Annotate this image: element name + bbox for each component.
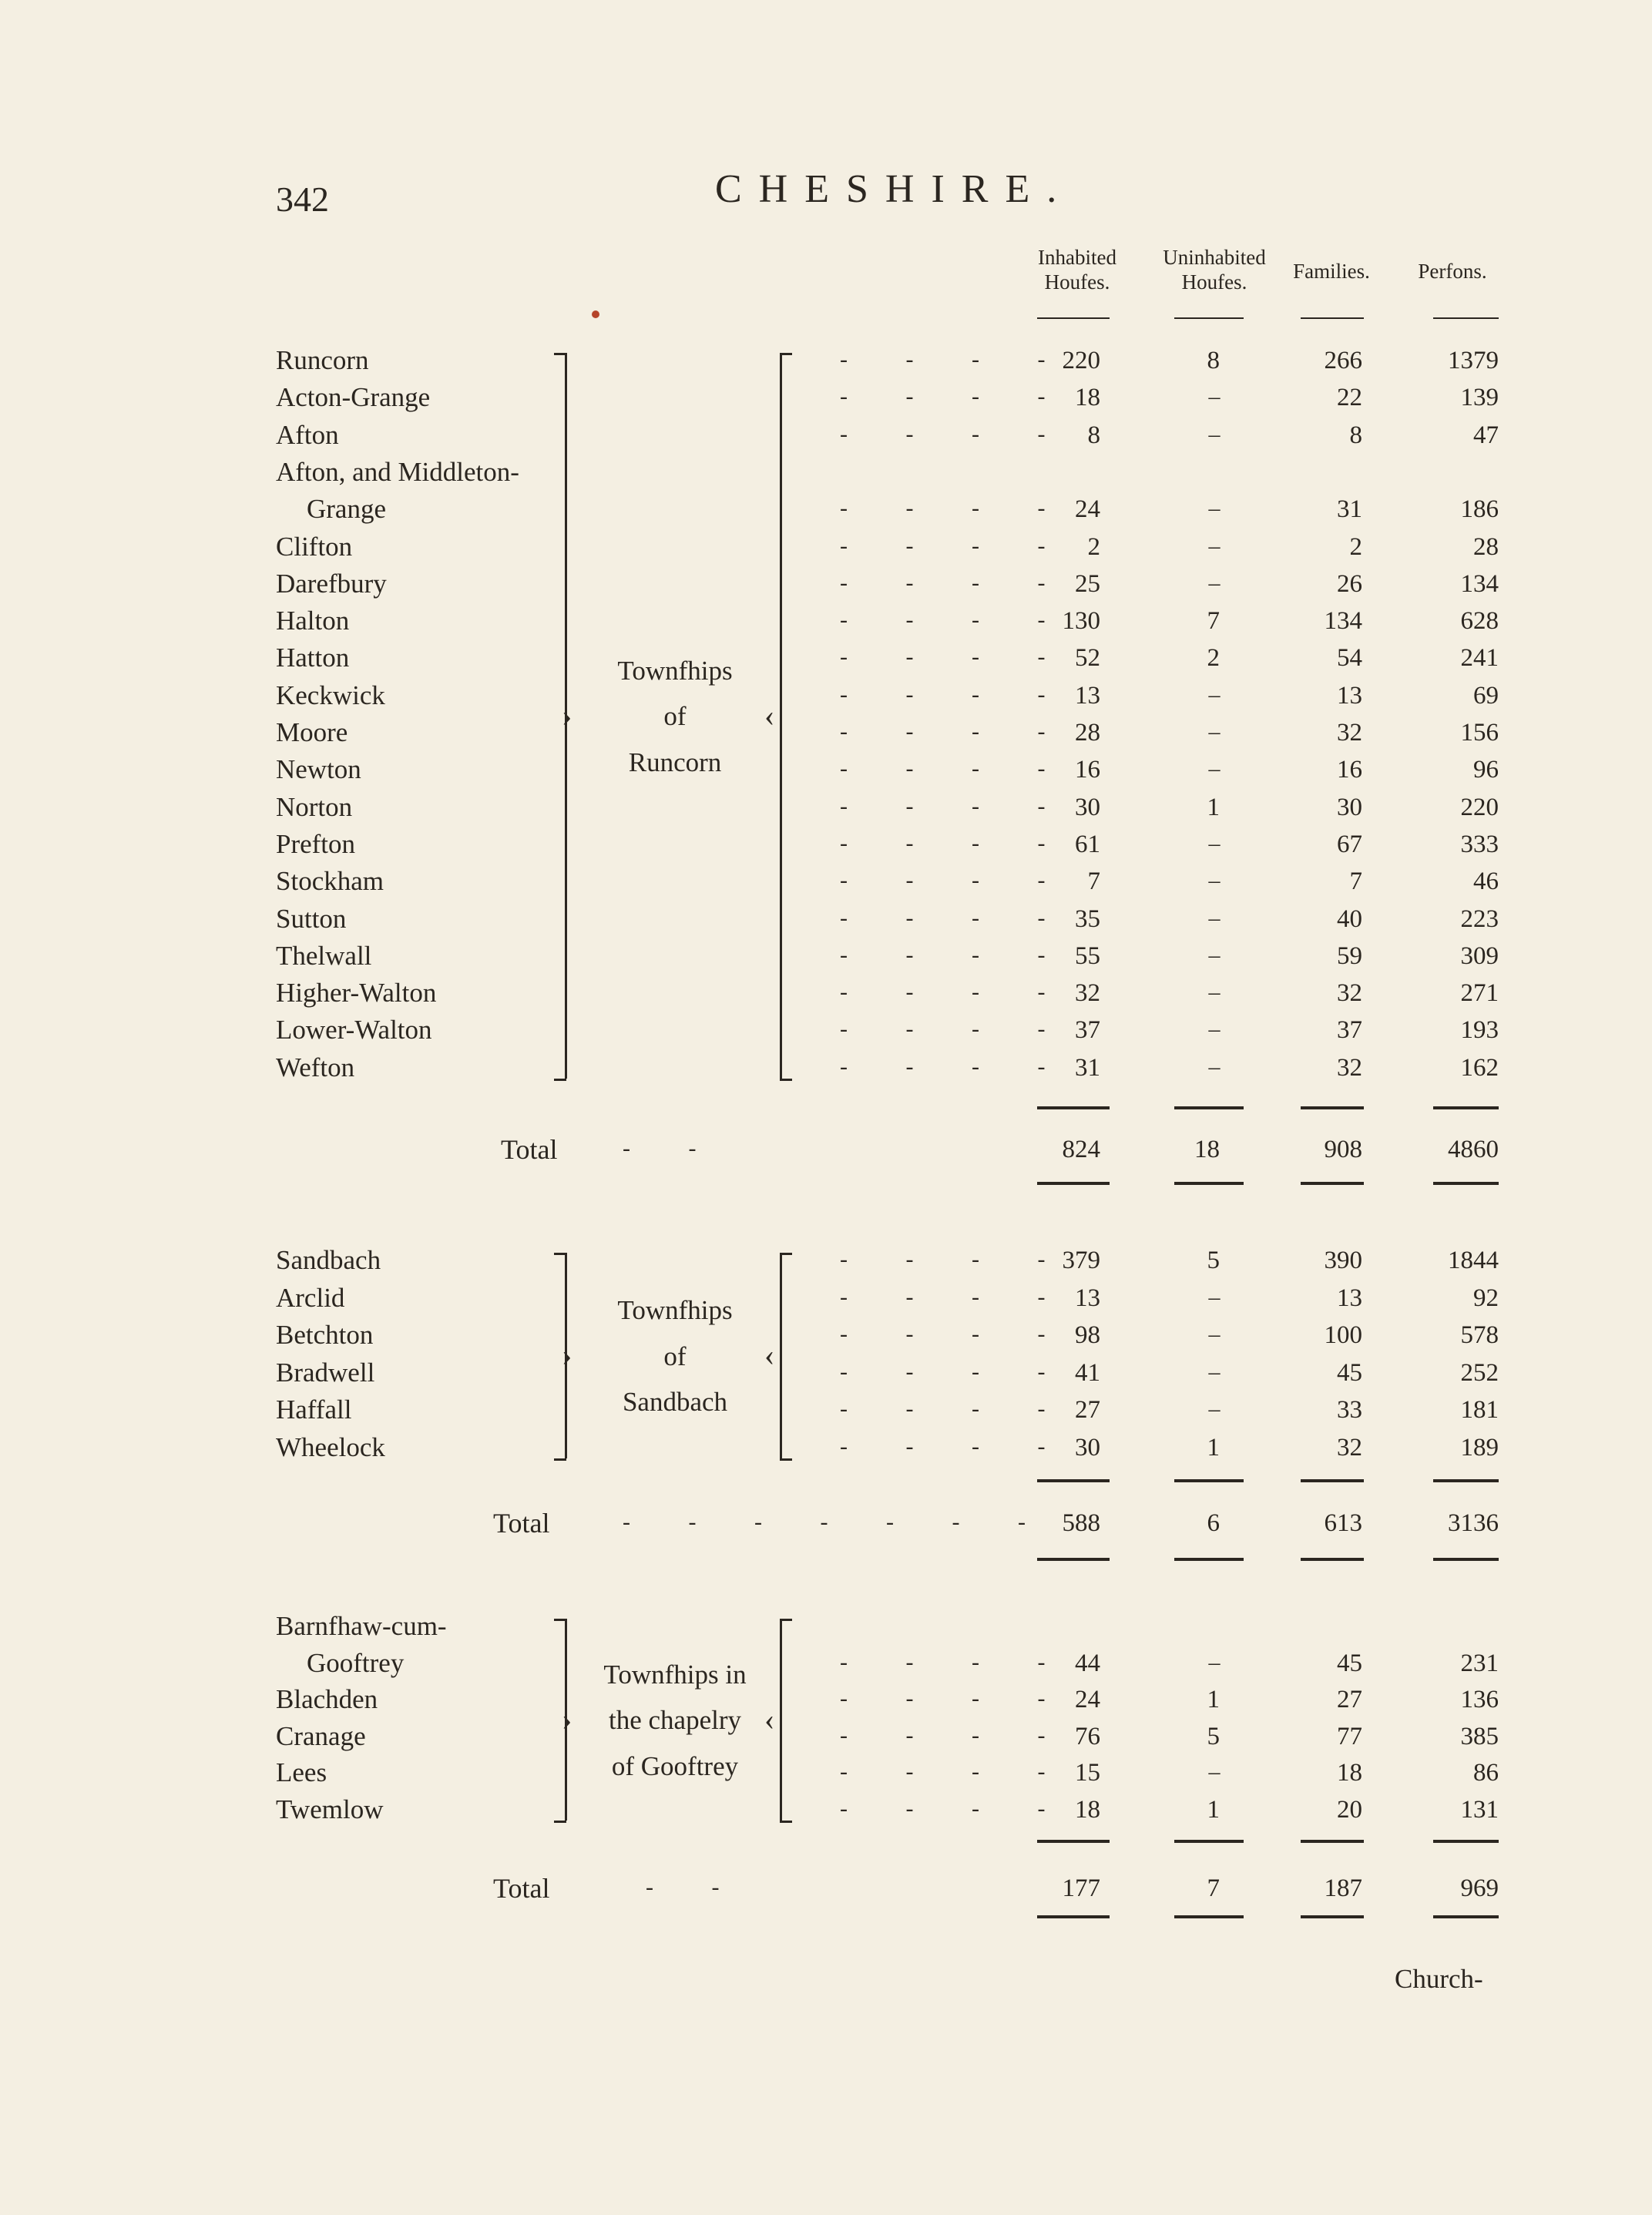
total-persons-value: 4860 [1448, 1136, 1499, 1163]
families-value: 27 [1337, 1686, 1362, 1713]
place-name: Hatton [276, 643, 350, 673]
sum-rule [1301, 1840, 1364, 1843]
right-brace-top [780, 1253, 792, 1255]
dot-leader: - - - - [840, 868, 1072, 894]
total-inhabited-value: 824 [1062, 1136, 1100, 1163]
right-brace-top [780, 353, 792, 355]
persons-value: 241 [1460, 644, 1499, 673]
total-underline [1174, 1558, 1244, 1561]
persons-value: 1379 [1448, 347, 1499, 374]
place-name: Gooftrey [307, 1647, 405, 1678]
inhabited-value: 8 [1087, 421, 1100, 449]
dot-leader: - - - - [840, 1358, 1072, 1384]
uninhabited-value: 5 [1207, 1247, 1220, 1274]
inhabited-value: 7 [1087, 868, 1100, 896]
sum-rule [1433, 1106, 1499, 1109]
families-value: 40 [1337, 904, 1362, 933]
persons-value: 271 [1460, 979, 1499, 1008]
sum-rule [1174, 1479, 1244, 1482]
left-brace-point: › [562, 1701, 572, 1737]
page-number: 342 [276, 180, 329, 219]
inhabited-value: 35 [1075, 904, 1100, 933]
left-brace-point: › [562, 697, 572, 733]
inhabited-value: 76 [1075, 1722, 1100, 1750]
persons-value: 46 [1473, 868, 1499, 896]
dot-leader: - - - - [840, 904, 1072, 931]
inhabited-value: 30 [1075, 1433, 1100, 1462]
empty-value-dash: – [1208, 1396, 1221, 1421]
dot-leader: - - - - [840, 719, 1072, 744]
empty-value-dash: – [1208, 941, 1221, 968]
families-value: 22 [1337, 384, 1362, 412]
empty-value-dash: – [1208, 904, 1221, 931]
persons-value: 333 [1460, 830, 1499, 858]
families-value: 67 [1337, 830, 1362, 858]
dot-leader: - - - - [840, 644, 1072, 670]
uninhabited-value: 8 [1207, 347, 1220, 374]
families-value: 37 [1337, 1016, 1362, 1045]
sum-rule [1174, 1106, 1244, 1109]
right-brace [780, 1253, 782, 1458]
group-label-line: Townfhips in [603, 1659, 747, 1690]
families-value: 13 [1337, 681, 1362, 710]
persons-value: 1844 [1448, 1247, 1499, 1274]
dot-leader: - - - - [840, 1795, 1072, 1821]
group-label-line: of [663, 1341, 687, 1371]
empty-value-dash: – [1208, 1016, 1221, 1042]
total-underline [1037, 1182, 1110, 1185]
left-brace-top [554, 1619, 566, 1621]
place-name: Lees [276, 1757, 327, 1787]
right-brace-bottom [780, 1821, 792, 1823]
inhabited-value: 25 [1075, 569, 1100, 598]
persons-value: 186 [1460, 495, 1499, 524]
place-name: Twemlow [276, 1794, 384, 1824]
place-name: Runcorn [276, 345, 369, 375]
place-name: Bradwell [276, 1357, 375, 1388]
total-underline [1037, 1558, 1110, 1561]
column-header-line1: Inhabited [1038, 246, 1116, 269]
total-dot-leader: - - [623, 1136, 723, 1161]
inhabited-value: 379 [1062, 1247, 1100, 1274]
uninhabited-value: 1 [1207, 1433, 1220, 1462]
total-underline [1174, 1182, 1244, 1185]
header-rule [1174, 317, 1244, 319]
persons-value: 193 [1460, 1016, 1499, 1045]
families-value: 100 [1324, 1321, 1362, 1349]
inhabited-value: 130 [1062, 607, 1100, 636]
inhabited-value: 61 [1075, 830, 1100, 858]
families-value: 390 [1324, 1247, 1362, 1274]
dot-leader: - - - - [840, 1247, 1072, 1272]
persons-value: 92 [1473, 1284, 1499, 1312]
families-value: 30 [1337, 793, 1362, 821]
place-name: Afton [276, 419, 339, 450]
empty-value-dash: – [1208, 830, 1221, 856]
inhabited-value: 44 [1075, 1649, 1100, 1677]
total-uninhabited-value: 18 [1194, 1136, 1220, 1163]
dot-leader: - - - - [840, 979, 1072, 1005]
inhabited-value: 220 [1062, 347, 1100, 374]
dot-leader: - - - - [840, 941, 1072, 968]
empty-value-dash: – [1208, 1759, 1221, 1784]
total-label: Total [493, 1873, 550, 1904]
total-families-value: 908 [1324, 1136, 1362, 1163]
group-label [583, 648, 767, 786]
empty-value-dash: – [1208, 1321, 1221, 1347]
place-name: Thelwall [276, 940, 372, 971]
group-label-line: the chapelry [609, 1705, 741, 1736]
empty-value-dash: – [1208, 495, 1221, 522]
families-value: 32 [1337, 1053, 1362, 1082]
left-brace-bottom [554, 1821, 566, 1823]
empty-value-dash: – [1208, 1284, 1221, 1310]
right-brace [780, 353, 782, 1079]
dot-leader: - - - - [840, 569, 1072, 596]
families-value: 45 [1337, 1358, 1362, 1387]
place-name: Blachden [276, 1684, 378, 1714]
dot-leader: - - - - [840, 607, 1072, 633]
families-value: 45 [1337, 1649, 1362, 1677]
total-underline [1301, 1915, 1364, 1918]
place-name: Betchton [276, 1320, 374, 1350]
inhabited-value: 30 [1075, 793, 1100, 821]
group-label-line: Runcorn [628, 747, 722, 777]
total-underline [1433, 1915, 1499, 1918]
right-brace-point: ‹ [764, 1701, 775, 1737]
right-brace-point: ‹ [764, 697, 775, 733]
persons-value: 47 [1473, 421, 1499, 449]
persons-value: 628 [1460, 607, 1499, 636]
persons-value: 252 [1460, 1358, 1499, 1387]
families-value: 18 [1337, 1759, 1362, 1787]
inhabited-value: 13 [1075, 681, 1100, 710]
place-name: Higher-Walton [276, 978, 437, 1008]
dot-leader: - - - - [840, 681, 1072, 707]
families-value: 16 [1337, 756, 1362, 784]
inhabited-value: 27 [1075, 1396, 1100, 1424]
uninhabited-value: 1 [1207, 1686, 1220, 1713]
total-persons-value: 969 [1460, 1874, 1499, 1902]
dot-leader: - - - - [840, 495, 1072, 522]
inhabited-value: 13 [1075, 1284, 1100, 1312]
column-header [1008, 245, 1147, 295]
header-rule [1037, 317, 1110, 319]
place-name: Moore [276, 717, 348, 747]
sum-rule [1037, 1106, 1110, 1109]
persons-value: 231 [1460, 1649, 1499, 1677]
dot-leader: - - - - [840, 421, 1072, 447]
persons-value: 223 [1460, 904, 1499, 933]
total-underline [1037, 1915, 1110, 1918]
left-brace-bottom [554, 1079, 566, 1081]
dot-leader: - - - - [840, 1759, 1072, 1784]
inhabited-value: 28 [1075, 719, 1100, 747]
total-dot-leader: - - [646, 1874, 746, 1900]
dot-leader: - - - - [840, 1686, 1072, 1711]
total-dot-leader: - - - - - - - [623, 1509, 1052, 1535]
total-families-value: 613 [1324, 1509, 1362, 1537]
sum-rule [1433, 1840, 1499, 1843]
persons-value: 181 [1460, 1396, 1499, 1424]
right-brace [780, 1619, 782, 1821]
place-name: Stockham [276, 866, 384, 897]
inhabited-value: 55 [1075, 941, 1100, 970]
families-value: 134 [1324, 607, 1362, 636]
persons-value: 189 [1460, 1433, 1499, 1462]
persons-value: 139 [1460, 384, 1499, 412]
right-brace-bottom [780, 1079, 792, 1081]
left-brace-top [554, 1253, 566, 1255]
dot-leader: - - - - [840, 1321, 1072, 1347]
empty-value-dash: – [1208, 719, 1221, 744]
dot-leader: - - - - [840, 1649, 1072, 1675]
total-underline [1174, 1915, 1244, 1918]
dot-leader: - - - - [840, 793, 1072, 819]
group-label [583, 1652, 767, 1790]
dot-leader: - - - - [840, 1284, 1072, 1310]
inhabited-value: 15 [1075, 1759, 1100, 1787]
place-name: Newton [276, 754, 361, 785]
total-inhabited-value: 588 [1062, 1509, 1100, 1537]
left-brace-point: › [562, 1337, 572, 1373]
place-name: Norton [276, 791, 353, 822]
total-underline [1301, 1182, 1364, 1185]
column-header-line2: Houfes. [1044, 270, 1110, 294]
persons-value: 156 [1460, 719, 1499, 747]
families-value: 32 [1337, 719, 1362, 747]
families-value: 8 [1349, 421, 1362, 449]
persons-value: 131 [1460, 1795, 1499, 1824]
left-brace-top [554, 353, 566, 355]
persons-value: 162 [1460, 1053, 1499, 1082]
place-name: Arclid [276, 1282, 345, 1313]
empty-value-dash: – [1208, 868, 1221, 894]
inhabited-value: 98 [1075, 1321, 1100, 1349]
families-value: 7 [1349, 868, 1362, 896]
column-header [1262, 259, 1401, 284]
total-uninhabited-value: 7 [1207, 1874, 1220, 1902]
sum-rule [1174, 1840, 1244, 1843]
families-value: 31 [1337, 495, 1362, 524]
header-rule [1433, 317, 1499, 319]
persons-value: 134 [1460, 569, 1499, 598]
persons-value: 385 [1460, 1722, 1499, 1750]
total-label: Total [493, 1508, 550, 1539]
sum-rule [1433, 1479, 1499, 1482]
persons-value: 136 [1460, 1686, 1499, 1713]
empty-value-dash: – [1208, 1358, 1221, 1384]
families-value: 13 [1337, 1284, 1362, 1312]
place-name: Afton, and Middleton- [276, 456, 519, 487]
families-value: 54 [1337, 644, 1362, 673]
inhabited-value: 24 [1075, 1686, 1100, 1713]
place-name: Clifton [276, 531, 353, 562]
dot-leader: - - - - [840, 532, 1072, 559]
uninhabited-value: 5 [1207, 1722, 1220, 1750]
group-label-line: Townfhips [617, 655, 733, 686]
total-underline [1433, 1558, 1499, 1561]
catchword: Church- [1395, 1964, 1483, 1994]
place-name: Acton-Grange [276, 382, 431, 413]
inhabited-value: 16 [1075, 756, 1100, 784]
right-brace-bottom [780, 1458, 792, 1461]
place-name: Grange [307, 494, 387, 525]
uninhabited-value: 7 [1207, 607, 1220, 636]
sum-rule [1037, 1840, 1110, 1843]
empty-value-dash: – [1208, 384, 1221, 410]
families-value: 26 [1337, 569, 1362, 598]
sum-rule [1037, 1479, 1110, 1482]
families-value: 59 [1337, 941, 1362, 970]
uninhabited-value: 1 [1207, 793, 1220, 821]
persons-value: 309 [1460, 941, 1499, 970]
sum-rule [1301, 1479, 1364, 1482]
persons-value: 578 [1460, 1321, 1499, 1349]
group-label-line: Townfhips [617, 1295, 733, 1326]
dot-leader: - - - - [840, 1396, 1072, 1421]
persons-value: 28 [1473, 532, 1499, 561]
place-name: Halton [276, 606, 350, 636]
inhabited-value: 24 [1075, 495, 1100, 524]
inhabited-value: 18 [1075, 1795, 1100, 1824]
inhabited-value: 18 [1075, 384, 1100, 412]
families-value: 20 [1337, 1795, 1362, 1824]
place-name: Sandbach [276, 1245, 381, 1275]
place-name: Wheelock [276, 1431, 385, 1462]
total-inhabited-value: 177 [1062, 1874, 1100, 1902]
families-value: 77 [1337, 1722, 1362, 1750]
right-brace-top [780, 1619, 792, 1621]
families-value: 2 [1349, 532, 1362, 561]
families-value: 32 [1337, 1433, 1362, 1462]
total-families-value: 187 [1324, 1874, 1362, 1902]
place-name: Wefton [276, 1052, 355, 1082]
families-value: 33 [1337, 1396, 1362, 1424]
inhabited-value: 32 [1075, 979, 1100, 1008]
persons-value: 86 [1473, 1759, 1499, 1787]
empty-value-dash: – [1208, 979, 1221, 1005]
place-name: Haffall [276, 1394, 352, 1425]
empty-value-dash: – [1208, 569, 1221, 596]
empty-value-dash: – [1208, 681, 1221, 707]
dot-leader: - - - - [840, 1016, 1072, 1042]
inhabited-value: 52 [1075, 644, 1100, 673]
total-underline [1301, 1558, 1364, 1561]
place-name: Cranage [276, 1720, 366, 1751]
column-header-line1: Families. [1293, 260, 1370, 283]
empty-value-dash: – [1208, 532, 1221, 559]
uninhabited-value: 1 [1207, 1795, 1220, 1824]
persons-value: 220 [1460, 793, 1499, 821]
column-header-line1: Perfons. [1418, 260, 1487, 283]
column-header-line1: Uninhabited [1163, 246, 1266, 269]
inhabited-value: 2 [1087, 532, 1100, 561]
place-name: Barnfhaw-cum- [276, 1611, 447, 1641]
group-label [583, 1287, 767, 1425]
empty-value-dash: – [1208, 756, 1221, 782]
place-name: Sutton [276, 903, 347, 934]
group-label-line: of [663, 701, 687, 732]
place-name: Darefbury [276, 568, 387, 599]
families-value: 32 [1337, 979, 1362, 1008]
total-persons-value: 3136 [1448, 1509, 1499, 1537]
place-name: Prefton [276, 828, 356, 859]
page-title: CHESHIRE. [715, 167, 1074, 211]
empty-value-dash: – [1208, 1649, 1221, 1675]
right-brace-point: ‹ [764, 1337, 775, 1373]
uninhabited-value: 2 [1207, 644, 1220, 673]
persons-value: 96 [1473, 756, 1499, 784]
dot-leader: - - - - [840, 830, 1072, 856]
dot-leader: - - - - [840, 1433, 1072, 1459]
dot-leader: - - - - [840, 756, 1072, 782]
ink-dot-ornament [592, 310, 599, 318]
total-label: Total [501, 1134, 558, 1165]
total-underline [1433, 1182, 1499, 1185]
dot-leader: - - - - [840, 1722, 1072, 1748]
group-label-line: Sandbach [622, 1387, 728, 1418]
dot-leader: - - - - [840, 1053, 1072, 1079]
group-label-line: of Gooftrey [611, 1750, 739, 1781]
persons-value: 69 [1473, 681, 1499, 710]
inhabited-value: 37 [1075, 1016, 1100, 1045]
column-header-line2: Houfes. [1181, 270, 1247, 294]
total-uninhabited-value: 6 [1207, 1509, 1220, 1537]
dot-leader: - - - - [840, 384, 1072, 410]
dot-leader: - - - - [840, 347, 1072, 372]
place-name: Lower-Walton [276, 1015, 432, 1045]
header-rule [1301, 317, 1364, 319]
inhabited-value: 31 [1075, 1053, 1100, 1082]
place-name: Keckwick [276, 680, 385, 710]
left-brace-bottom [554, 1458, 566, 1461]
inhabited-value: 41 [1075, 1358, 1100, 1387]
empty-value-dash: – [1208, 1053, 1221, 1079]
column-header [1383, 259, 1522, 284]
families-value: 266 [1324, 347, 1362, 374]
sum-rule [1301, 1106, 1364, 1109]
empty-value-dash: – [1208, 421, 1221, 447]
